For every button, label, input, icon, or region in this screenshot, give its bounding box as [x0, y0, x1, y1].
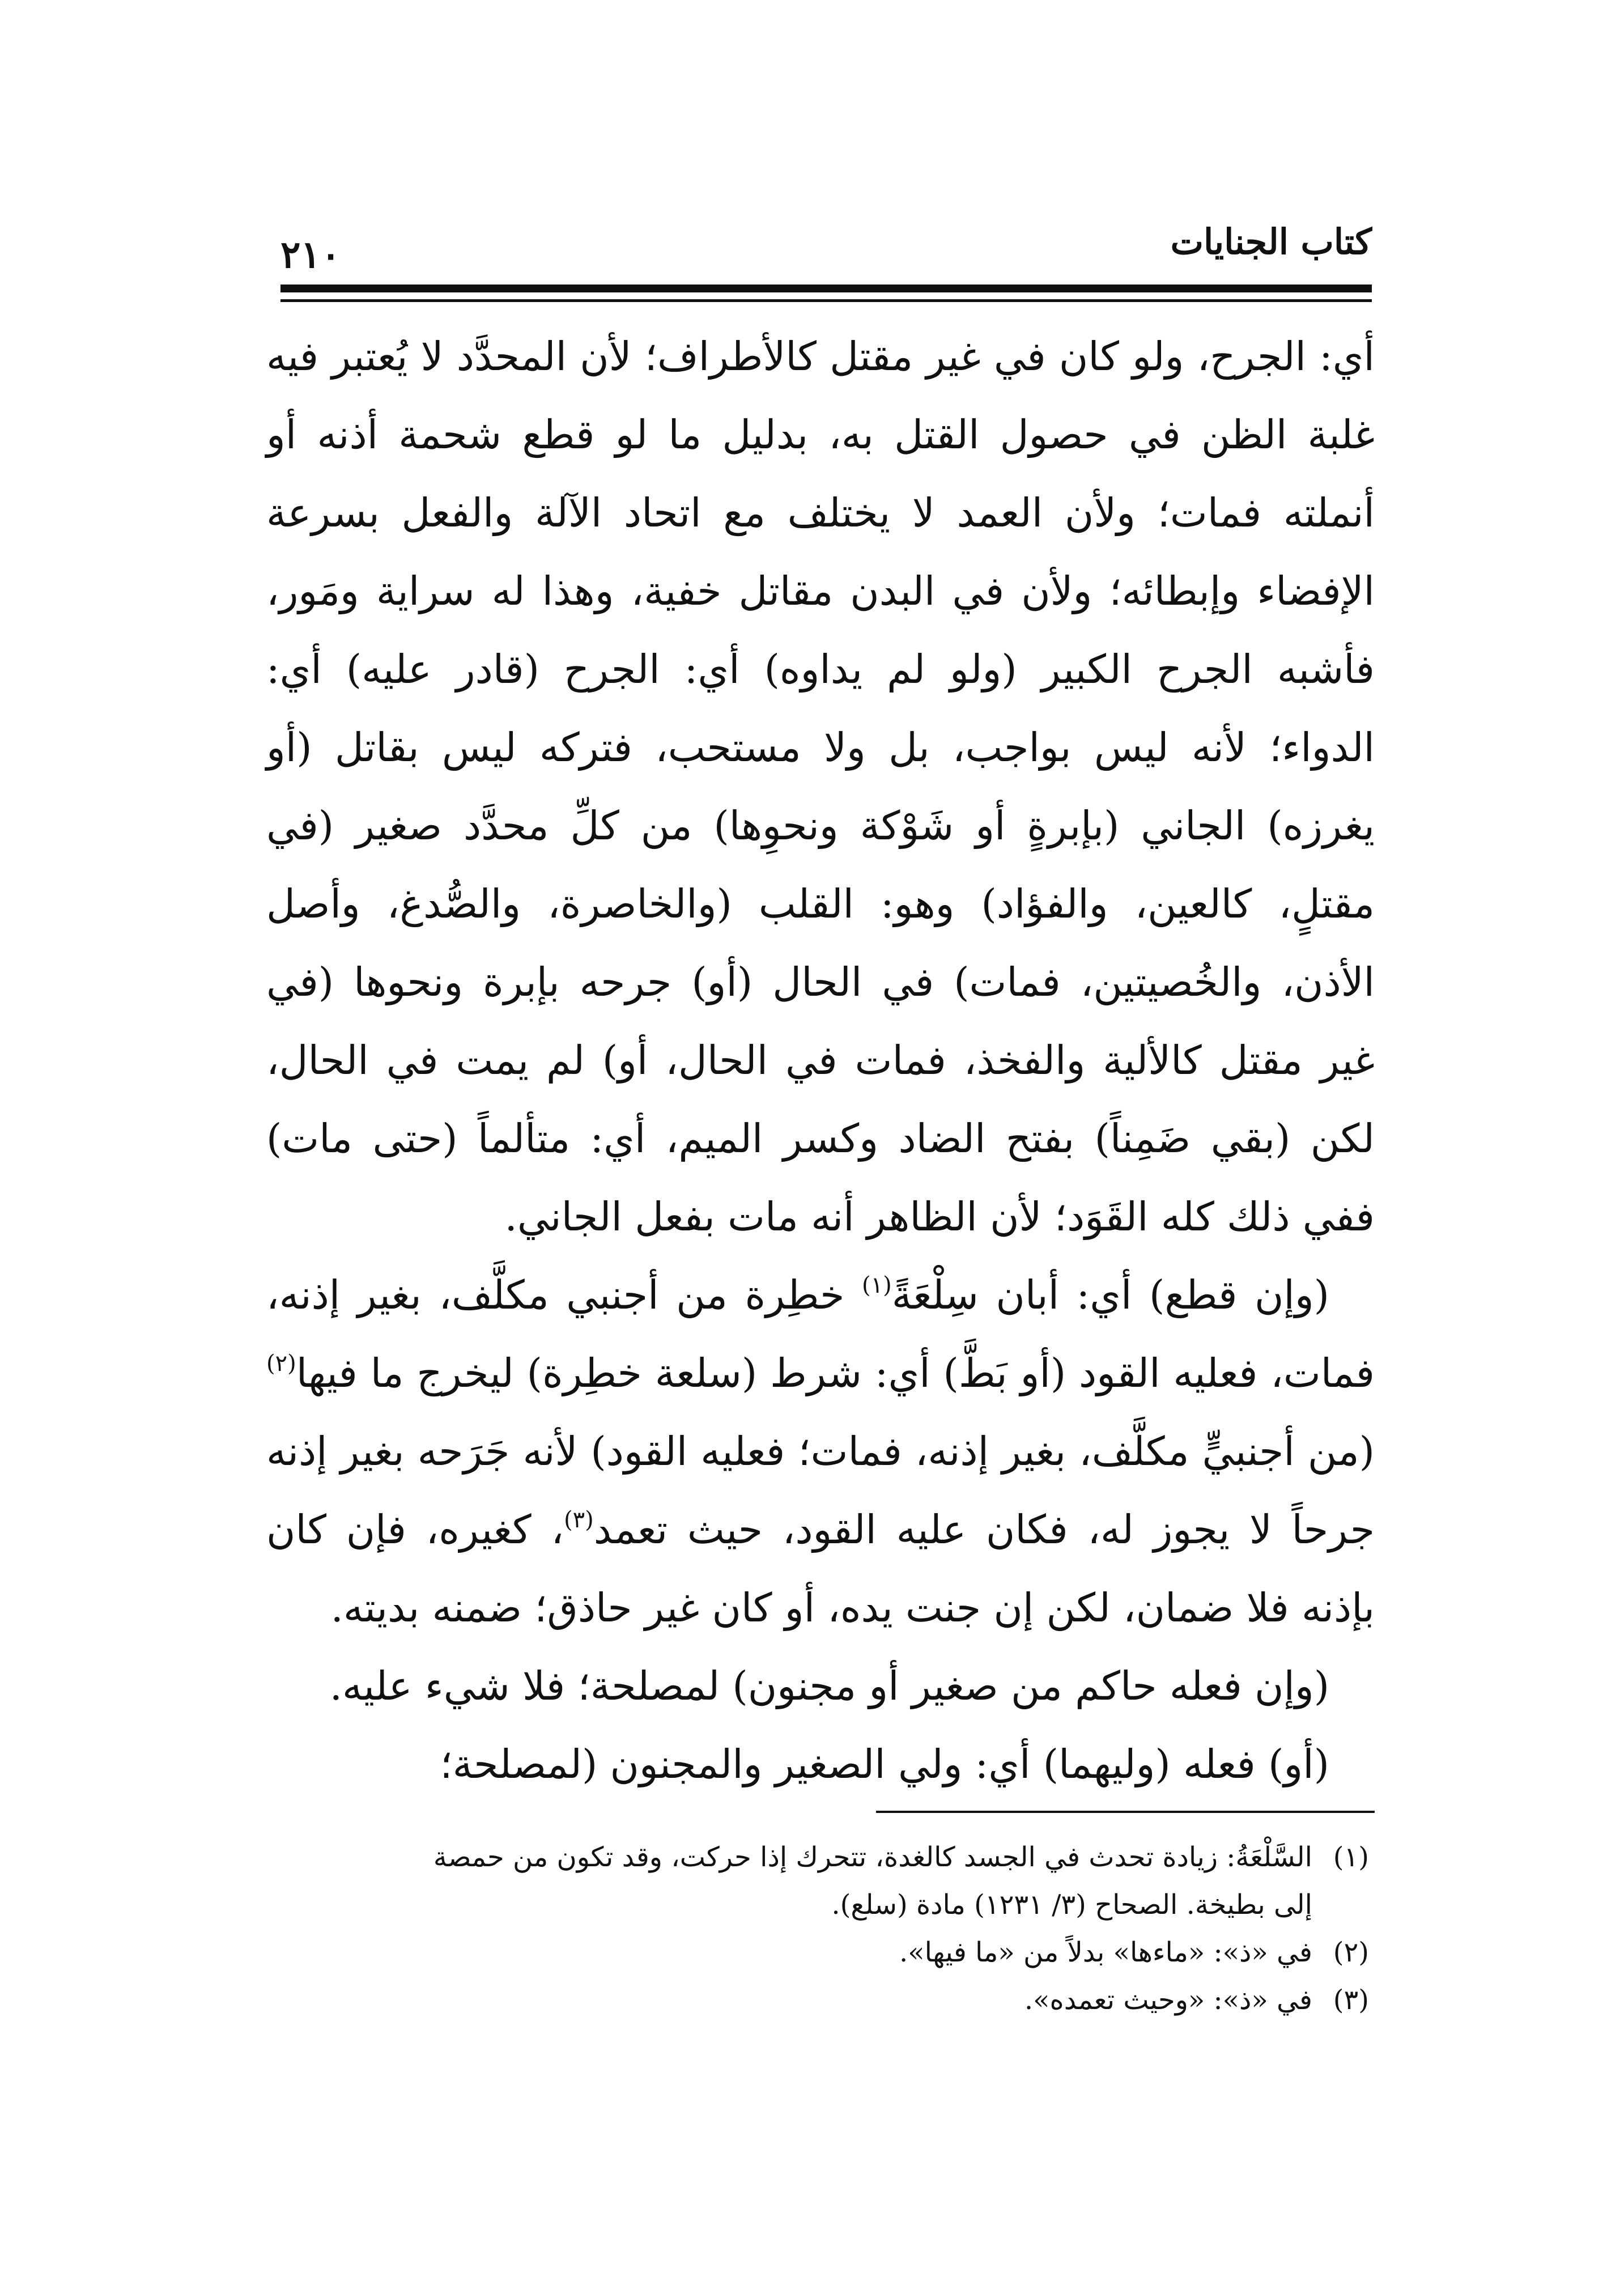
footnote-number: (٢): [1333, 1937, 1369, 1968]
text-line: وإبطائه؛ ولأن في البدن مقاتل خفية، وهذا له سراية ومَور، فأشبه: [266, 568, 1375, 693]
text-segment: بإذنه فلا ضمان، لكن إن جنت يده، أو كان غير حاذق؛ ضمنه بديته.: [330, 1585, 1375, 1631]
text-line: غلبة الظن في حصول القتل به، بدليل ما لو قطع شحمة أذنه أو أنملته: [266, 411, 1375, 536]
header-rule-thick: [280, 284, 1372, 292]
paragraph-3: (وإن فعله حاكم من صغير أو مجنون) لمصلحة؛ فلا شيء عليه.: [329, 1663, 1329, 1709]
text-line: أي: الجرح، ولو كان في غير مقتل كالأطراف؛ لأن المحدَّد لا يُعتبر فيه: [266, 333, 1375, 380]
footnote-number: (١): [1333, 1841, 1369, 1873]
text-segment: خطِرة من أجنبي مكلَّف، بغير إذنه،: [266, 1272, 845, 1318]
footnote-1: [272, 1833, 1369, 1881]
header-rule-thin: [280, 299, 1372, 302]
running-title: كتاب الجنايات: [1170, 221, 1372, 262]
footnote-text: في «ذ»: «ماءها» بدلاً من «ما فيها».: [899, 1937, 1312, 1968]
footnote-text: السَّلْعَةُ: زيادة تحدث في الجسد كالغدة، تتحرك إذا حركت، وقد تكون من حمصة: [433, 1841, 1312, 1873]
text-segment: (وإن قطع) أي: أبان سِلْعَةً: [891, 1272, 1329, 1318]
text-segment: فمات، فعليه القود (أو بَطَّ) أي: شرط (سلعة خطِرة) ليخرج ما فيها: [296, 1350, 1375, 1396]
footnote-3: [272, 1976, 1369, 2024]
text-line: ليس بواجب، بل ولا مستحب، فتركه ليس بقاتل (أو يغرزه) الجاني: [266, 724, 1375, 849]
text-line: والخُصيتين، فمات) في الحال (أو) جرحه بإبرة ونحوها (في غير مقتل: [266, 959, 1375, 1084]
footnote-ref-2: (٢): [266, 1351, 296, 1377]
page-number: ٢١٠: [280, 232, 341, 277]
text-segment: (من أجنبيٍّ مكلَّف، بغير إذنه، فمات؛ فعليه القود) لأنه جَرَحه بغير إذنه: [266, 1428, 1375, 1475]
footnote-ref-3: (٣): [564, 1507, 594, 1533]
page-header: [280, 215, 1372, 278]
footnote-1-continued: [272, 1881, 1369, 1929]
text-line: ضَمِناً) بفتح الضاد وكسر الميم، أي: متألماً (حتى مات) ففي ذلك كله: [266, 1115, 1375, 1240]
footnote-separator: [876, 1811, 1375, 1813]
footnote-2: [272, 1929, 1369, 1976]
footnote-text: في «ذ»: «وحيث تعمده».: [1024, 1984, 1312, 2016]
paragraph-4: (أو) فعله (وليهما) أي: ولي الصغير والمجنون (لمصلحة؛: [440, 1741, 1329, 1787]
footnote-text: إلى بطيخة. الصحاح (٣/ ١٢٣١) مادة (سلع).: [831, 1889, 1312, 1921]
text-segment: ، كغيره، فإن كان: [266, 1506, 564, 1553]
text-line: القَوَد؛ لأن الظاهر أنه مات بفعل الجاني.: [504, 1194, 1149, 1240]
footnote-ref-1: (١): [862, 1272, 892, 1298]
footnotes: [272, 1833, 1369, 2024]
footnote-number: (٣): [1333, 1984, 1369, 2016]
paragraph-1: [266, 317, 1375, 1256]
text-line: الجرح الكبير (ولو لم يداوه) أي: الجرح (قادر عليه) أي: الدواء؛ لأنه: [266, 646, 1375, 771]
main-text: [266, 317, 1375, 1803]
text-line: كالألية والفخذ، فمات في الحال، أو) لم يمت في الحال، لكن (بقي: [266, 1037, 1375, 1162]
text-segment: جرحاً لا يجوز له، فكان عليه القود، حيث تعمد: [593, 1506, 1375, 1553]
paragraph-2: [266, 1256, 1375, 1647]
text-line: (بإبرةٍ أو شَوْكة ونحوِها) من كلِّ محدَّد صغير (في مقتلٍ، كالعين،: [266, 802, 1375, 927]
text-line: والفؤاد) وهو: القلب (والخاصرة، والصُّدغ، وأصل الأذن،: [266, 881, 1375, 1005]
text-line: فمات؛ ولأن العمد لا يختلف مع اتحاد الآلة والفعل بسرعة الإفضاء: [266, 490, 1375, 614]
